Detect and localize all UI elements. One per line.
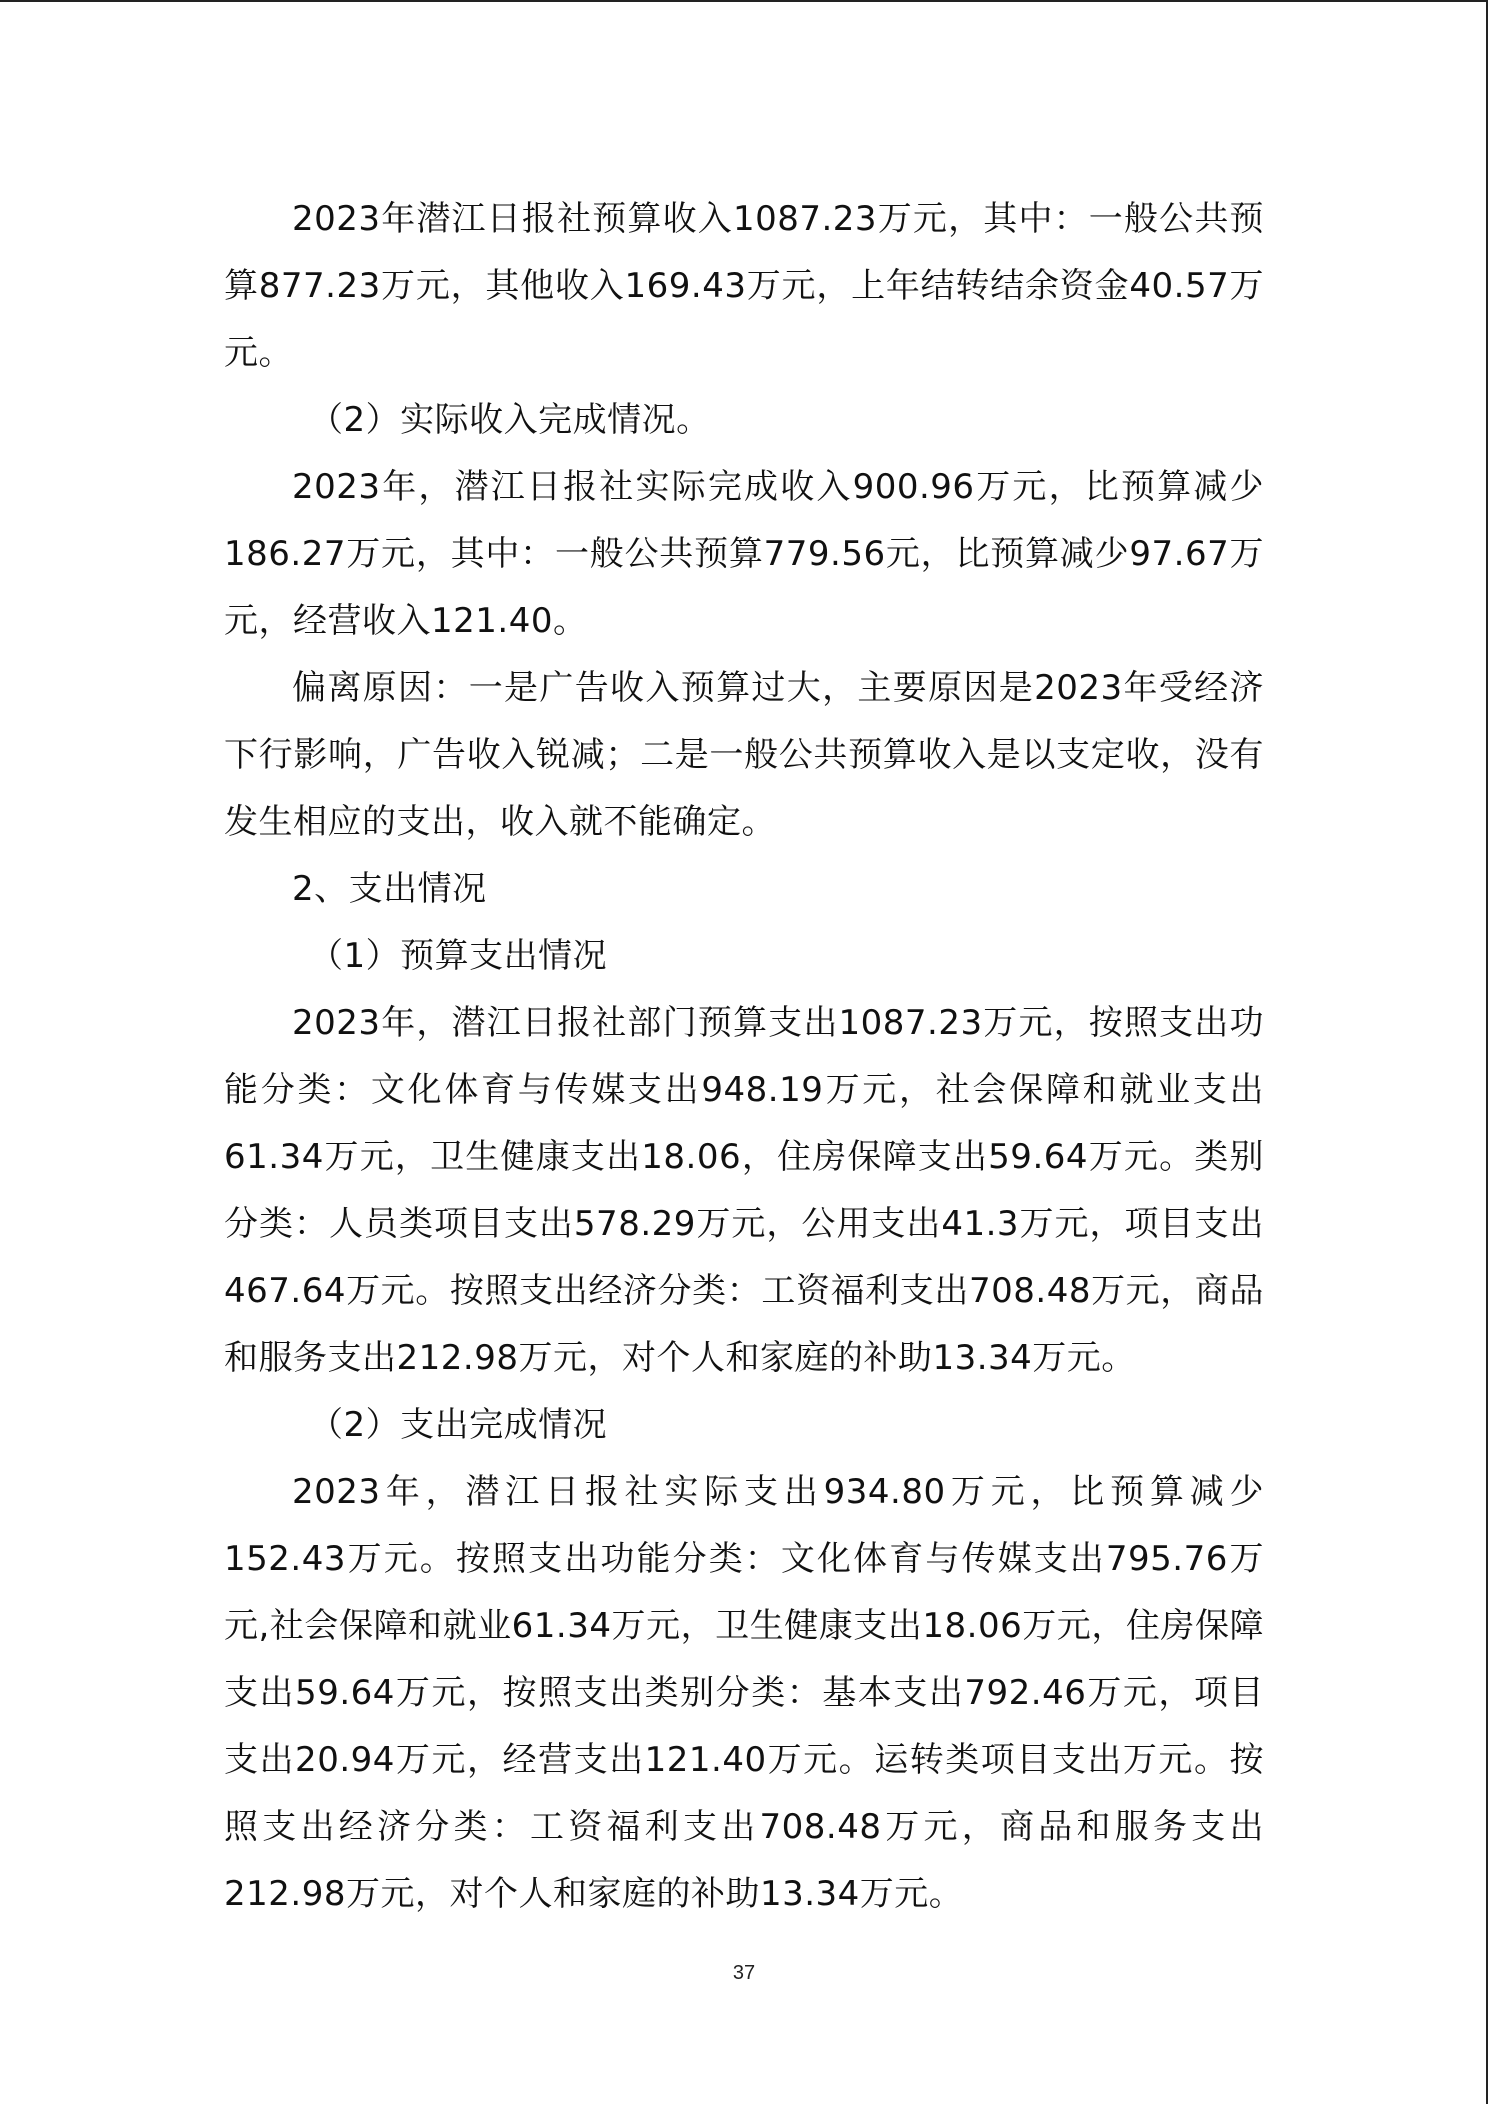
paragraph-expenditure-completion: 2023年，潜江日报社实际支出934.80万元，比预算减少152.43万元。按照支出功能分类：文化体育与传媒支出795.76万元,社会保障和就业61.34万元，卫生健康支出18.06万元，住房保障支出59.64万元，按照支出类别分类：基本支出792.46万元，项目支出20.94万元，经营支出121.40万元。运转类项目支出万元。按照支出经济分类：工资福利支出708.48万元，商品和服务支出212.98万元，对个人和家庭的补助13.34万元。 (224, 1472, 1264, 1914)
page-top-border (0, 0, 1488, 2)
subheading-expenditure-completion: （2）支出完成情况 (309, 1405, 608, 1445)
paragraph-deviation-reason: 偏离原因：一是广告收入预算过大，主要原因是2023年受经济下行影响，广告收入锐减；二是一般公共预算收入是以支定收，没有发生相应的支出，收入就不能确定。 (224, 668, 1264, 842)
paragraph-budget-income: 2023年潜江日报社预算收入1087.23万元，其中：一般公共预算877.23万元，其他收入169.43万元，上年结转结余资金40.57万元。 (224, 199, 1264, 373)
paragraph-budget-expenditure: 2023年，潜江日报社部门预算支出1087.23万元，按照支出功能分类：文化体育与传媒支出948.19万元，社会保障和就业支出61.34万元，卫生健康支出18.06，住房保障支出59.64万元。类别分类：人员类项目支出578.29万元，公用支出41.3万元，项目支出467.64万元。按照支出经济分类：工资福利支出708.48万元，商品和服务支出212.98万元，对个人和家庭的补助13.34万元。 (224, 1003, 1264, 1378)
section-heading-expenditure: 2、支出情况 (292, 869, 487, 909)
page-number: 37 (732, 1962, 756, 1984)
document-body (224, 186, 1264, 1928)
subheading-budget-expenditure: （1）预算支出情况 (309, 936, 608, 976)
paragraph-actual-income: 2023年，潜江日报社实际完成收入900.96万元，比预算减少186.27万元，其中：一般公共预算779.56元，比预算减少97.67万元，经营收入121.40。 (224, 467, 1264, 641)
subheading-actual-income: （2）实际收入完成情况。 (309, 400, 711, 440)
